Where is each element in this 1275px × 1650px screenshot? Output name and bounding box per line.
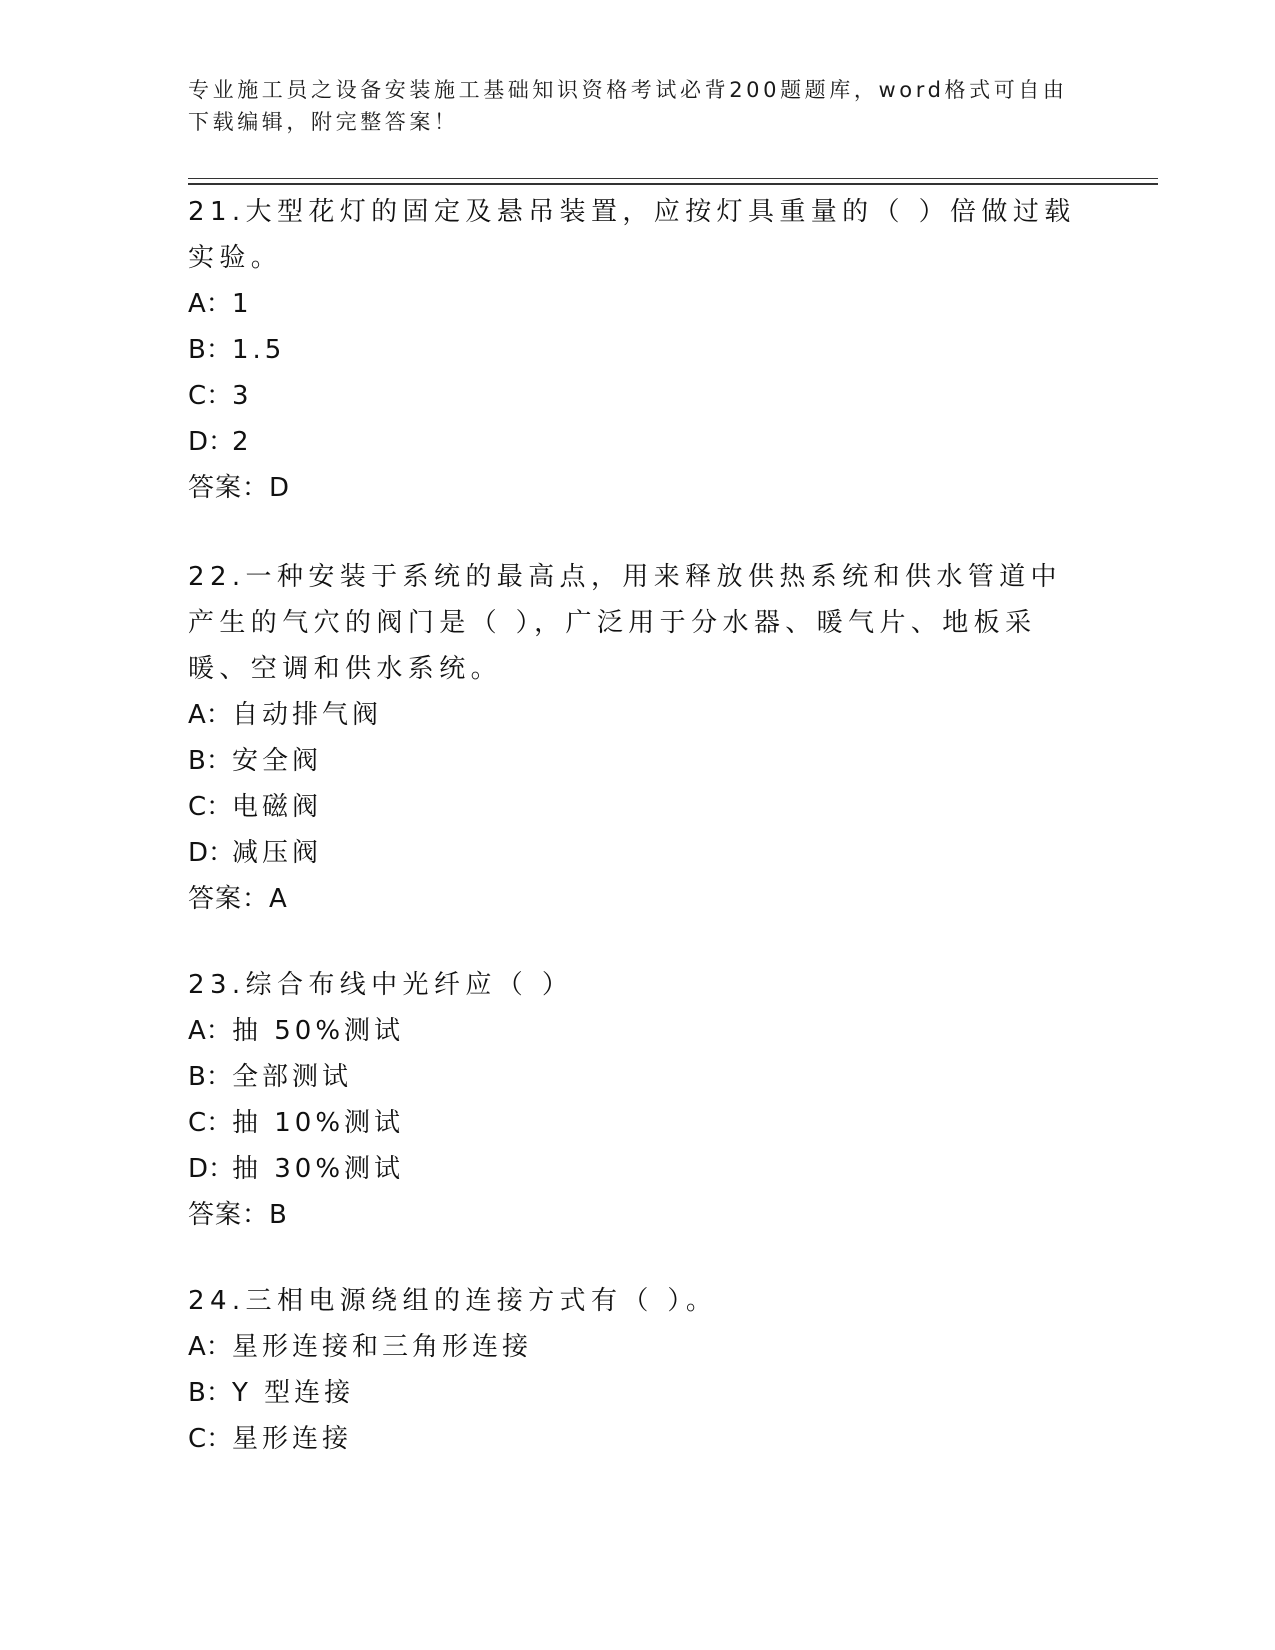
answer-line: 答案：A xyxy=(188,884,288,914)
option-d xyxy=(188,830,1088,876)
question-stem: 22.一种安装于系统的最高点，用来释放供热系统和供水管道中产生的气穴的阀门是（ ），广泛用于分水器、暖气片、地板采暖、空调和供水系统。 xyxy=(188,562,1062,684)
option-a xyxy=(188,1008,1088,1054)
option-c xyxy=(188,784,1088,830)
option-text: Y 型连接 xyxy=(232,1378,355,1408)
option-key: D： xyxy=(188,838,235,868)
option-text: 抽 50%测试 xyxy=(232,1016,405,1046)
option-text: 3 xyxy=(232,381,253,411)
option-c xyxy=(188,1100,1088,1146)
option-a xyxy=(188,281,1088,327)
option-text: 星形连接和三角形连接 xyxy=(232,1332,533,1362)
option-key: C： xyxy=(188,1108,233,1138)
option-d xyxy=(188,419,1088,465)
option-text: 全部测试 xyxy=(232,1062,353,1092)
option-text: 电磁阀 xyxy=(232,792,323,822)
option-key: C： xyxy=(188,792,233,822)
option-key: A： xyxy=(188,1016,232,1046)
option-b xyxy=(188,1370,1088,1416)
option-key: C： xyxy=(188,381,233,411)
question-23 xyxy=(188,962,1088,1238)
question-24 xyxy=(188,1278,1088,1462)
header-divider-thick xyxy=(188,183,1158,185)
option-text: 安全阀 xyxy=(232,746,323,776)
question-stem: 23.综合布线中光纤应（ ） xyxy=(188,970,574,1000)
option-text: 抽 30%测试 xyxy=(232,1154,405,1184)
option-b xyxy=(188,327,1088,373)
option-text: 减压阀 xyxy=(232,838,323,868)
option-key: C： xyxy=(188,1424,233,1454)
option-key: A： xyxy=(188,289,232,319)
answer-line: 答案：D xyxy=(188,473,291,503)
question-stem: 24.三相电源绕组的连接方式有（ ）。 xyxy=(188,1286,718,1316)
option-key: D： xyxy=(188,1154,235,1184)
option-a xyxy=(188,692,1088,738)
document-header: 专业施工员之设备安装施工基础知识资格考试必背200题题库，word格式可自由下载编辑，附完整答案！ xyxy=(188,78,1068,134)
option-b xyxy=(188,1054,1088,1100)
option-c xyxy=(188,1416,1088,1462)
option-text: 抽 10%测试 xyxy=(232,1108,405,1138)
question-21 xyxy=(188,189,1088,511)
question-22 xyxy=(188,554,1088,922)
option-text: 星形连接 xyxy=(232,1424,353,1454)
option-key: D： xyxy=(188,427,235,457)
option-b xyxy=(188,738,1088,784)
option-key: A： xyxy=(188,700,232,730)
question-stem: 21.大型花灯的固定及悬吊装置，应按灯具重量的（ ）倍做过载实验。 xyxy=(188,197,1076,273)
option-c xyxy=(188,373,1088,419)
option-key: B： xyxy=(188,335,232,365)
option-key: B： xyxy=(188,1062,232,1092)
answer-line: 答案：B xyxy=(188,1200,288,1230)
option-key: B： xyxy=(188,746,232,776)
option-text: 1 xyxy=(232,289,253,319)
option-text: 1.5 xyxy=(232,335,286,365)
option-key: A： xyxy=(188,1332,232,1362)
option-key: B： xyxy=(188,1378,232,1408)
header-divider-thin xyxy=(188,178,1158,179)
option-d xyxy=(188,1146,1088,1192)
option-text: 2 xyxy=(232,427,253,457)
option-text: 自动排气阀 xyxy=(232,700,383,730)
option-a xyxy=(188,1324,1088,1370)
